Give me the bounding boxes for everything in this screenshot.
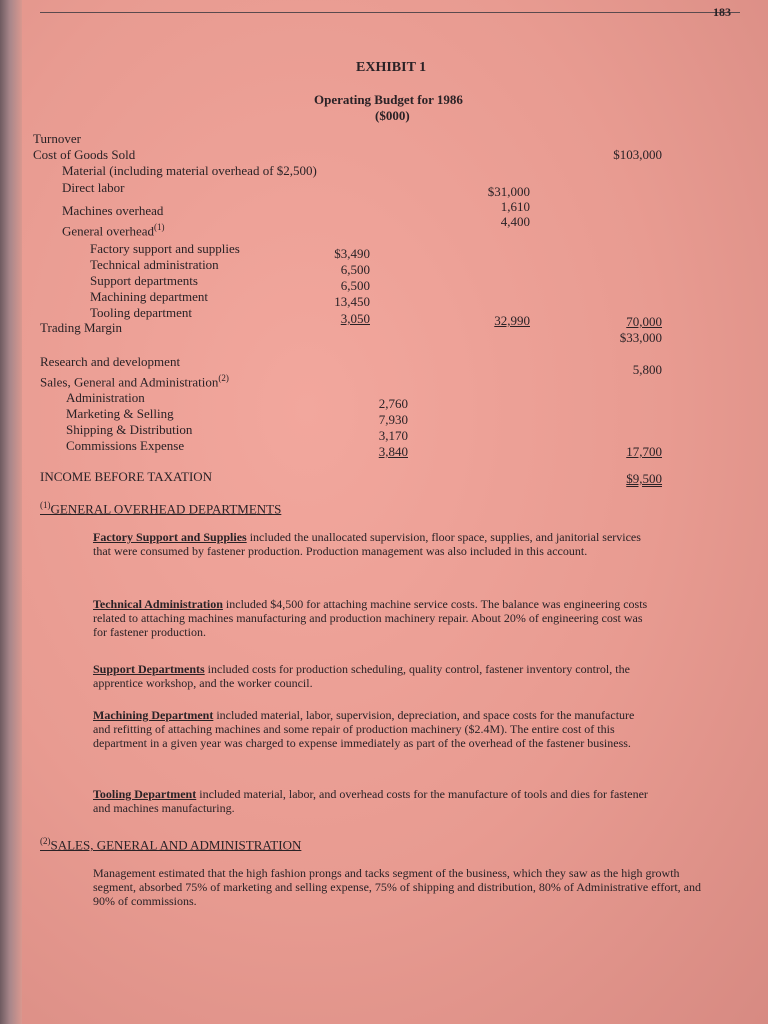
value: 5,800 <box>632 362 662 377</box>
note-technical-administration <box>93 597 653 639</box>
budget-title: Operating Budget for 1986 <box>314 92 463 107</box>
note-text: included the unallocated supervision, floor space, supplies, and janitorial services that were consumed by fastener production. Production management was also included in this account. <box>93 530 641 558</box>
value: 7,930 <box>378 412 408 427</box>
table-row <box>0 180 768 199</box>
row-label: Support departments <box>90 273 198 288</box>
table-row <box>0 214 768 239</box>
footnote-marker: (2) <box>40 836 51 846</box>
row-label-group <box>62 222 165 239</box>
row-label: Tooling department <box>90 305 192 320</box>
table-row <box>0 163 768 179</box>
note-term: Support Departments <box>93 662 205 676</box>
value: 4,400 <box>500 214 530 229</box>
value: 17,700 <box>626 444 662 459</box>
table-row <box>0 390 768 411</box>
table-row <box>0 241 768 261</box>
row-label: Turnover <box>33 131 81 146</box>
note-support-departments <box>93 662 653 690</box>
row-label: Commissions Expense <box>66 438 185 453</box>
note-tooling-department <box>93 787 653 815</box>
footnote-marker: (2) <box>218 373 229 383</box>
value: 3,170 <box>378 428 408 443</box>
note-term: Machining Department <box>93 708 214 722</box>
footnote-marker: (1) <box>40 500 51 510</box>
page-number: 183 <box>713 5 731 19</box>
table-row <box>0 273 768 293</box>
table-row <box>0 289 768 309</box>
row-label: Material (including material overhead of $2,500) <box>62 163 317 178</box>
note-text: included material, labor, and overhead costs for the manufacture of tools and dies for fastener and machines manufacturing. <box>93 787 648 815</box>
row-label: Factory support and supplies <box>90 241 240 256</box>
value: 3,840 <box>378 444 408 459</box>
table-row <box>0 422 768 443</box>
value: 32,990 <box>494 313 530 328</box>
note-term: Technical Administration <box>93 597 223 611</box>
table-row <box>0 438 768 459</box>
row-label: Direct labor <box>62 180 125 195</box>
trading-margin-value: $33,000 <box>619 330 662 345</box>
note-text: included costs for production scheduling, quality control, fastener inventory control, the apprentice workshop, and the worker council. <box>93 662 630 690</box>
row-label-group <box>40 373 229 390</box>
note-text: included material, labor, supervision, depreciation, and space costs for the manufacture and refitting of attaching machines and some repair of production machinery ($2.4M). The entire cost of this department in a given year was charged to expense immediately as part of the overhead of the fastener business. <box>93 708 635 750</box>
row-label: INCOME BEFORE TAXATION <box>40 469 213 484</box>
note-machining-department <box>93 708 653 750</box>
value: 6,500 <box>340 262 370 277</box>
table-row <box>0 147 768 163</box>
table-row <box>0 469 768 485</box>
table-row <box>0 406 768 427</box>
value: 3,050 <box>340 311 370 326</box>
table-row <box>0 131 768 147</box>
income-value: $9,500 <box>626 471 662 486</box>
value: 70,000 <box>626 314 662 329</box>
row-label: Machining department <box>90 289 209 304</box>
general-overhead-heading <box>40 500 281 517</box>
heading-text: SALES, GENERAL AND ADMINISTRATION <box>50 837 302 853</box>
note-text: included $4,500 for attaching machine service costs. The balance was engineering costs related to attaching machines manufacturing and production machinery repair. About 20% of engineering cost was for fastener production. <box>93 597 648 639</box>
value: 13,450 <box>334 294 370 309</box>
table-row <box>0 320 768 345</box>
row-label: Trading Margin <box>40 320 122 335</box>
table-row <box>0 257 768 277</box>
value: 6,500 <box>340 278 370 293</box>
row-label: Research and development <box>40 354 181 369</box>
top-rule <box>40 0 740 13</box>
row-label: Administration <box>66 390 145 405</box>
note-factory-support <box>93 530 653 558</box>
units-label: ($000) <box>375 108 410 123</box>
row-label: Sales, General and Administration <box>40 374 219 390</box>
value: 1,610 <box>500 199 530 214</box>
row-label: Machines overhead <box>62 203 164 218</box>
sga-heading <box>40 836 301 853</box>
row-label: General overhead <box>62 223 155 239</box>
table-row <box>0 373 768 389</box>
exhibit-title: EXHIBIT 1 <box>356 60 427 75</box>
heading-text: GENERAL OVERHEAD DEPARTMENTS <box>50 501 282 517</box>
material-value: $31,000 <box>487 184 530 199</box>
turnover-value: $103,000 <box>613 147 662 162</box>
note-sga: Management estimated that the high fashion prongs and tacks segment of the business, which they saw as the high growth segment, absorbed 75% of marketing and selling expense, 75% of shipping and distribution, 80% of Administrative effort, and 90% of commissions. <box>93 866 701 908</box>
note-term: Tooling Department <box>93 787 197 801</box>
table-row <box>0 354 768 377</box>
table-row <box>0 199 768 219</box>
row-label: Technical administration <box>90 257 219 272</box>
row-label: Marketing & Selling <box>66 406 174 421</box>
note-term: Factory Support and Supplies <box>93 530 247 544</box>
value: 2,760 <box>378 396 408 411</box>
value: $3,490 <box>334 246 370 261</box>
row-label: Shipping & Distribution <box>66 422 193 437</box>
row-label: Cost of Goods Sold <box>33 147 136 162</box>
footnote-marker: (1) <box>154 222 165 232</box>
